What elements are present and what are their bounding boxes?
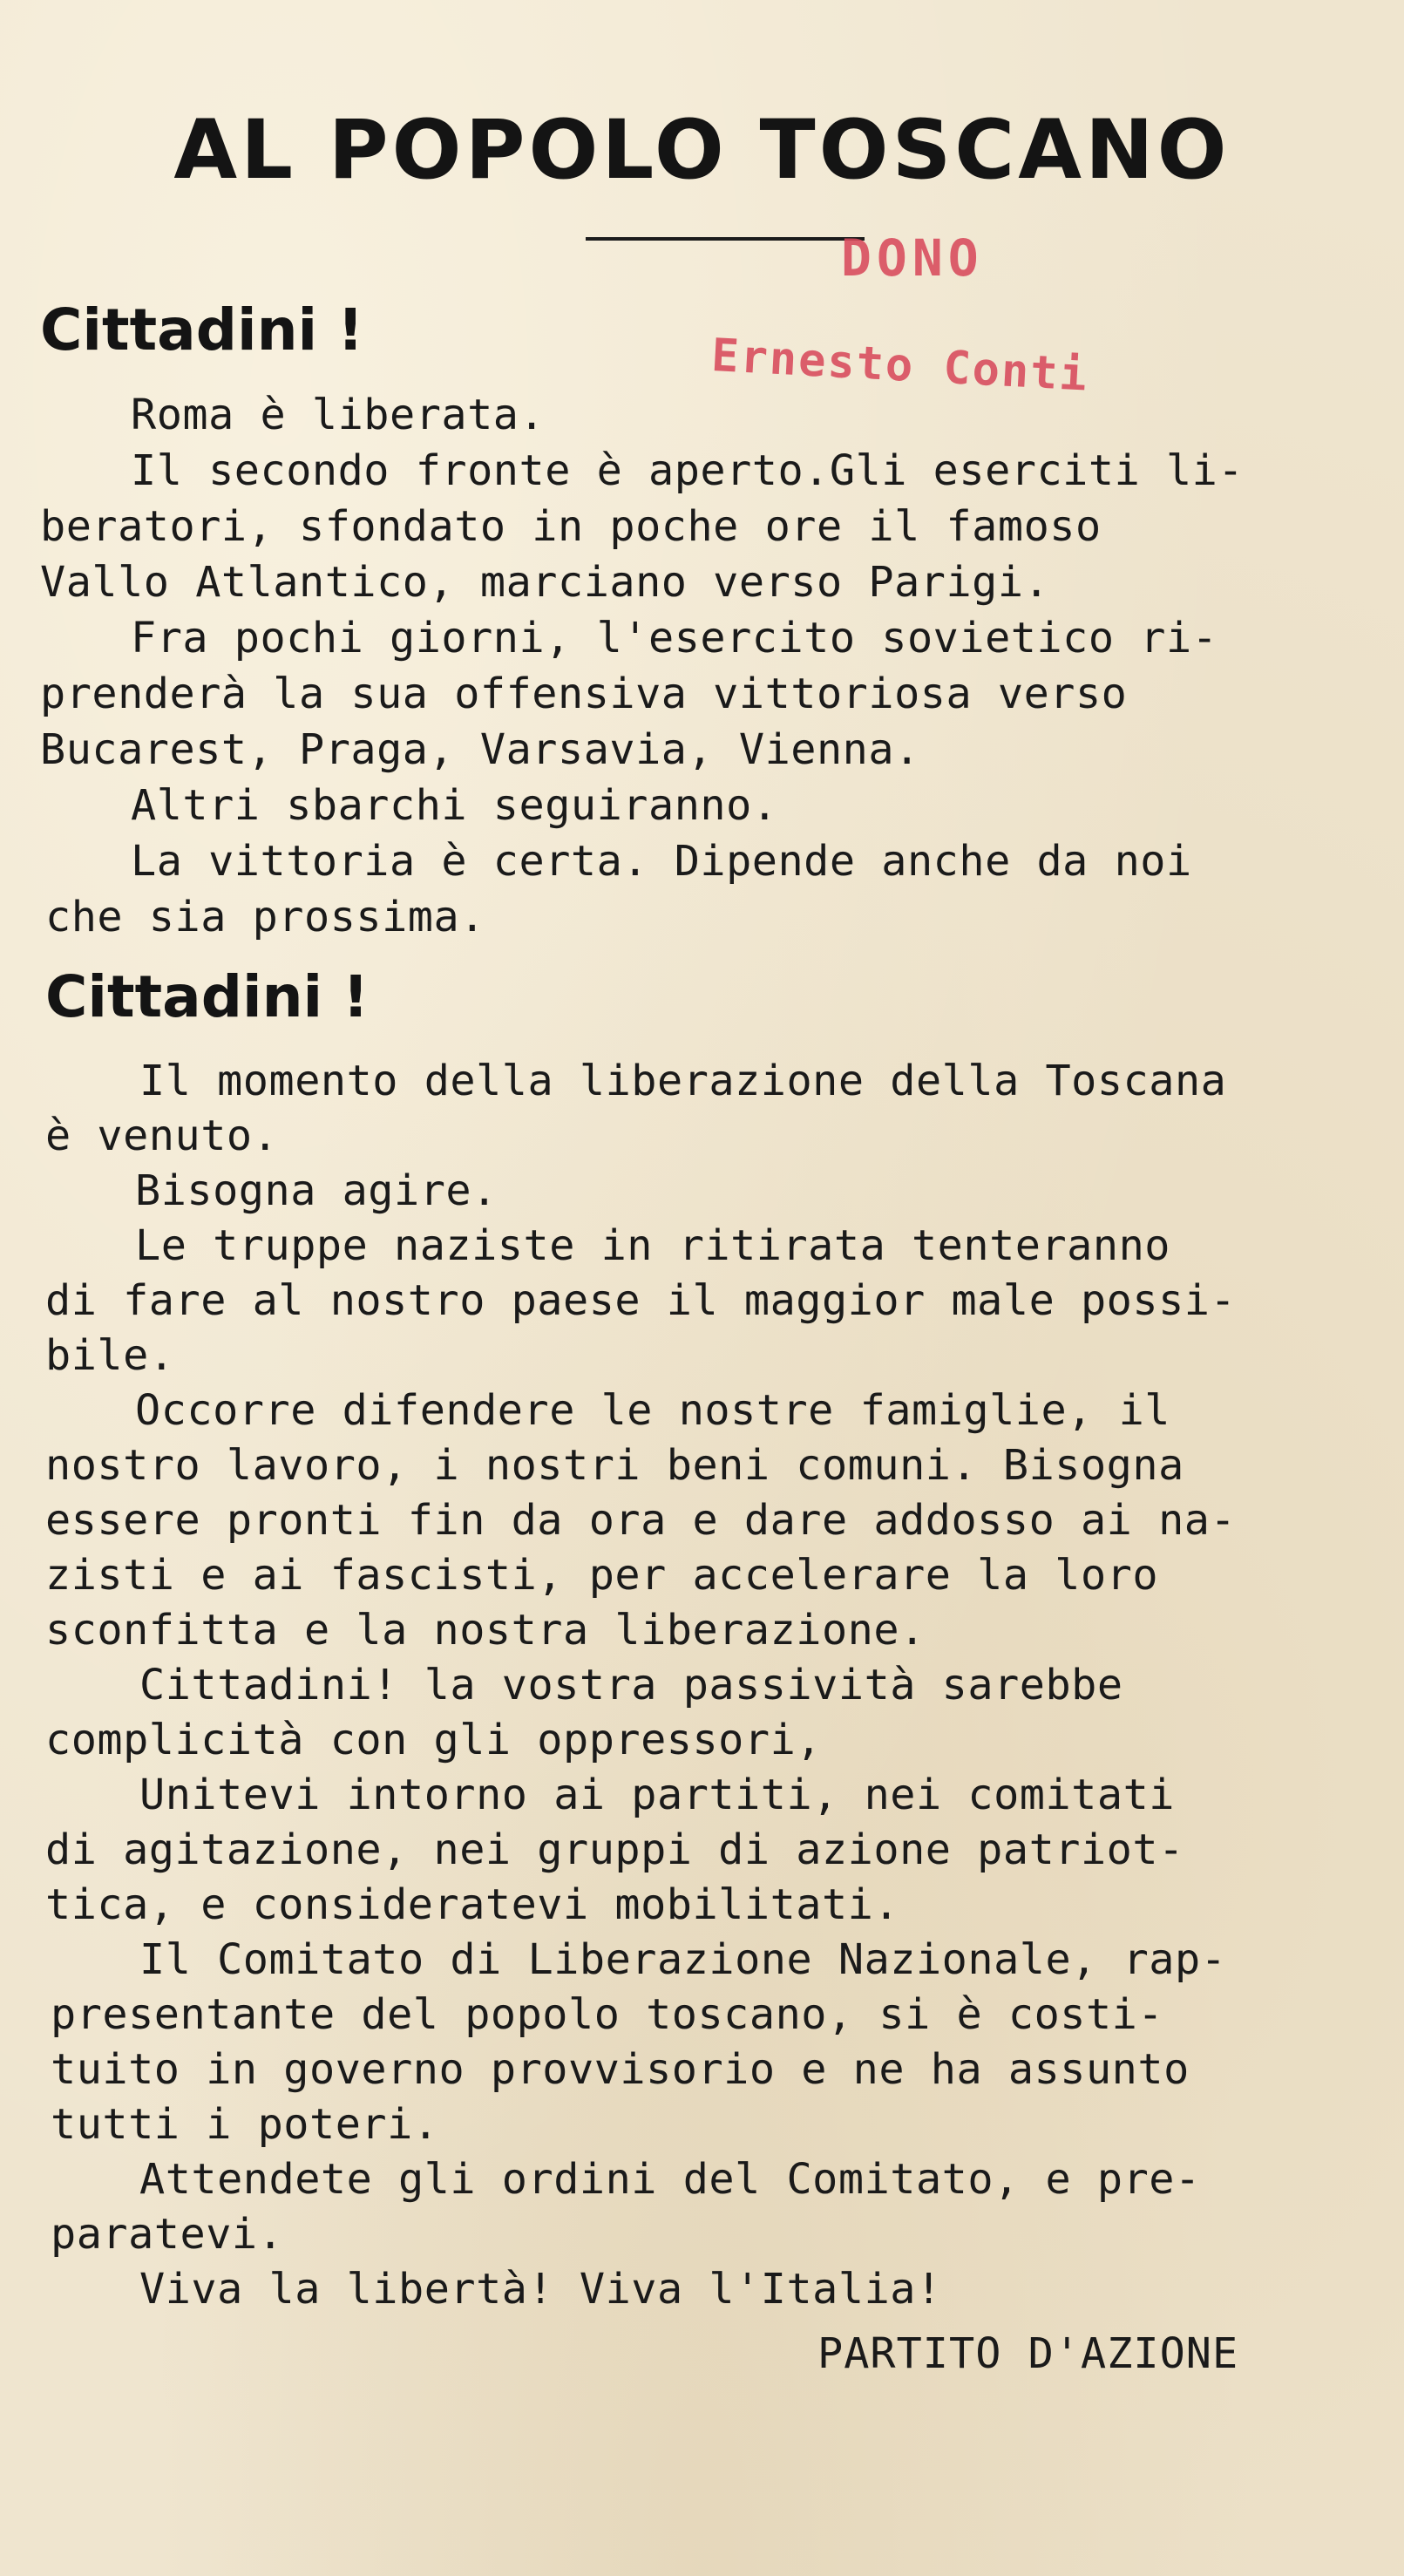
text-line: Bisogna agire. <box>135 1166 498 1215</box>
text-line: Roma è liberata. <box>131 391 546 439</box>
text-line: Unitevi intorno ai partiti, nei comitati <box>139 1771 1175 1819</box>
text-line: Il momento della liberazione della Toscana <box>139 1057 1227 1105</box>
title-underline <box>586 237 865 241</box>
text-line: sconfitta e la nostra liberazione. <box>45 1606 926 1655</box>
text-line: tutti i poteri. <box>51 2100 439 2149</box>
text-line: di fare al nostro paese il maggior male possi- <box>45 1276 1237 1325</box>
text-line: Le truppe naziste in ritirata tenteranno <box>135 1221 1170 1270</box>
text-line: Bucarest, Praga, Varsavia, Vienna. <box>40 725 920 774</box>
section-heading-1: Cittadini ! <box>40 296 364 364</box>
text-line: Attendete gli ordini del Comitato, e pre- <box>139 2155 1201 2204</box>
text-line: beratori, sfondato in poche ore il famoso <box>40 502 1102 551</box>
text-line: Altri sbarchi seguiranno. <box>131 781 778 830</box>
text-line: che sia prossima. <box>45 893 485 941</box>
text-line: Vallo Atlantico, marciano verso Parigi. <box>40 558 1050 607</box>
text-line: prenderà la sua offensiva vittoriosa verso <box>40 669 1128 718</box>
stamp-dono: DONO <box>841 228 984 288</box>
text-line: di agitazione, nei gruppi di azione patriot- <box>45 1825 1184 1874</box>
document-title: AL POPOLO TOSCANO <box>173 103 1231 198</box>
text-line: zisti e ai fascisti, per accelerare la loro <box>45 1551 1159 1600</box>
text-line: tica, e consideratevi mobilitati. <box>45 1880 900 1929</box>
text-line: bile. <box>45 1331 175 1380</box>
stamp-donor-name: Ernesto Conti <box>709 330 1090 402</box>
section-heading-2: Cittadini ! <box>45 963 370 1030</box>
text-line: Cittadini! la vostra passività sarebbe <box>139 1661 1123 1709</box>
text-line: essere pronti fin da ora e dare addosso ai na- <box>45 1496 1237 1545</box>
text-line: Il Comitato di Liberazione Nazionale, rap- <box>139 1935 1227 1984</box>
text-line: Il secondo fronte è aperto.Gli eserciti li- <box>131 446 1245 495</box>
text-line: Viva la libertà! Viva l'Italia! <box>139 2265 942 2314</box>
text-line: Occorre difendere le nostre famiglie, il <box>135 1386 1170 1435</box>
text-line: è venuto. <box>45 1111 279 1160</box>
signature: PARTITO D'AZIONE <box>817 2329 1239 2378</box>
text-line: La vittoria è certa. Dipende anche da noi <box>131 837 1192 886</box>
text-line: complicità con gli oppressori, <box>45 1716 822 1764</box>
text-line: nostro lavoro, i nostri beni comuni. Bisogna <box>45 1441 1184 1490</box>
text-line: paratevi. <box>51 2210 284 2259</box>
text-line: presentante del popolo toscano, si è costi- <box>51 1990 1164 2039</box>
text-line: tuito in governo provvisorio e ne ha assunto <box>51 2045 1190 2094</box>
text-line: Fra pochi giorni, l'esercito sovietico ri- <box>131 614 1218 663</box>
